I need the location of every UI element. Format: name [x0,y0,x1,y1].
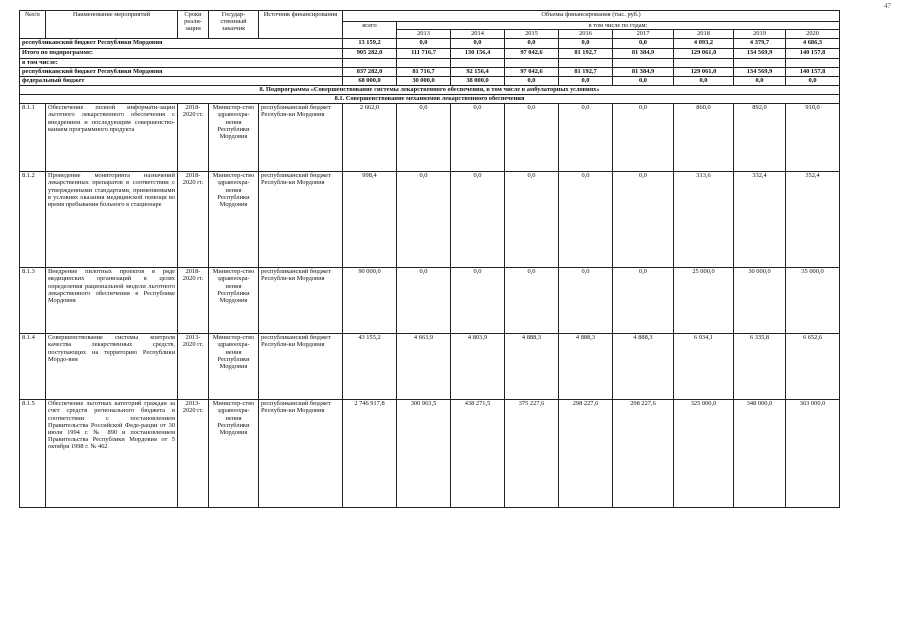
row-value: 4 803,9 [451,334,505,400]
summary-label: Итого по подпрограмме: [20,49,343,59]
subprogram-title-row [20,86,840,95]
row-total: 998,4 [343,172,397,268]
row-value: 6 652,6 [786,334,840,400]
row-number: 8.1.5 [20,400,46,508]
measure-row [20,268,840,334]
summary-label: республиканский бюджет Республики Мордовия [20,68,343,77]
subprogram-title: 8. Подпрограмма «Совершенствование системы лекарственного обеспечения, в том числе в амбулаторных условиях» [20,86,840,95]
summary-total [343,59,397,68]
header-year: 2018 [674,30,734,39]
summary-value: 0,0 [786,77,840,86]
summary-value [786,59,840,68]
row-name: Обеспечение полной информати-зации льготного лекарственного обеспечения с внедрением и последующим совершенство-ванием программного продукта [46,104,178,172]
summary-value: 0,0 [613,39,674,49]
header-num: №п/п [20,11,46,39]
summary-row [20,77,840,86]
section-title-row [20,95,840,104]
summary-total: 68 000,0 [343,77,397,86]
row-value: 298 227,6 [559,400,613,508]
header-name: Наименование мероприятий [46,11,178,39]
summary-value: 4 686,3 [786,39,840,49]
row-value: 6 335,8 [734,334,786,400]
header-period: Сроки реали-зации [178,11,209,39]
summary-value: 4 093,2 [674,39,734,49]
summary-total: 837 282,0 [343,68,397,77]
summary-value: 81 384,9 [613,49,674,59]
summary-value: 97 042,6 [505,49,559,59]
row-value: 0,0 [613,268,674,334]
row-value: 892,0 [734,104,786,172]
row-customer: Министер-ство здравоохра-нения Республики Мордовия [209,334,259,400]
summary-value: 0,0 [451,39,505,49]
page-corner-number: 47 [884,2,891,10]
summary-value: 97 042,6 [505,68,559,77]
measure-row [20,334,840,400]
summary-value: 4 379,7 [734,39,786,49]
summary-row [20,59,840,68]
row-value: 4 888,3 [559,334,613,400]
row-value: 325 000,0 [674,400,734,508]
header-year: 2013 [397,30,451,39]
header-year: 2017 [613,30,674,39]
row-period: 2018-2020 гг. [178,104,209,172]
summary-value: 130 156,4 [451,49,505,59]
row-source: республиканский бюджет Республи-ки Мордовия [259,104,343,172]
row-period: 2018-2020 гг. [178,172,209,268]
row-total: 2 662,0 [343,104,397,172]
row-customer: Министер-ство здравоохра-нения Республики Мордовия [209,400,259,508]
summary-row [20,49,840,59]
section-title: 8.1. Совершенствование механизмов лекарственного обеспечения [20,95,840,104]
row-number: 8.1.3 [20,268,46,334]
row-period: 2013-2020 гг. [178,400,209,508]
row-value: 0,0 [451,172,505,268]
summary-value: 38 000,0 [451,77,505,86]
header-by-year: в том числе по годам: [397,22,840,30]
summary-value: 0,0 [505,39,559,49]
row-value: 0,0 [613,172,674,268]
header-year: 2016 [559,30,613,39]
summary-value: 81 716,7 [397,68,451,77]
summary-value: 0,0 [734,77,786,86]
summary-value: 140 157,8 [786,68,840,77]
row-customer: Министер-ство здравоохра-нения Республики Мордовия [209,104,259,172]
header-year: 2015 [505,30,559,39]
row-value: 363 000,0 [786,400,840,508]
summary-value: 0,0 [674,77,734,86]
row-name: Обеспечение льготных категорий граждан за счет средств регионального бюджета в соответствии с постановлением Правительства Российской Феде-рации от 30 июля 1994 г. № 890 и постановлением Правительства Республики Мордовия от 5 октября 1998 г. № 462 [46,400,178,508]
header-year: 2019 [734,30,786,39]
row-value: 438 271,5 [451,400,505,508]
summary-value [674,59,734,68]
summary-value [505,59,559,68]
row-value: 6 034,1 [674,334,734,400]
row-period: 2018-2020 гг. [178,268,209,334]
header-source: Источник финансирования [259,11,343,39]
summary-value: 0,0 [559,77,613,86]
row-source: республиканский бюджет Республи-ки Мордовия [259,334,343,400]
summary-value: 134 569,9 [734,49,786,59]
row-value: 375 227,6 [505,400,559,508]
summary-value: 81 192,7 [559,49,613,59]
row-value: 0,0 [397,172,451,268]
row-source: республиканский бюджет Республи-ки Мордовия [259,400,343,508]
row-customer: Министер-ство здравоохра-нения Республики Мордовия [209,268,259,334]
row-value: 0,0 [397,104,451,172]
row-value: 0,0 [559,172,613,268]
summary-value [559,59,613,68]
summary-value: 81 384,9 [613,68,674,77]
row-value: 35 000,0 [786,268,840,334]
header-customer: Государ-ственный заказчик [209,11,259,39]
row-value: 313,6 [674,172,734,268]
summary-value: 0,0 [505,77,559,86]
row-value: 0,0 [613,104,674,172]
header-year: 2014 [451,30,505,39]
summary-row [20,39,840,49]
row-name: Совершенствование системы контроля качества лекарственных средств, поступающих на территорию Республики Мордо-вия [46,334,178,400]
summary-label: республиканский бюджет Республики Мордовия [20,39,343,49]
row-value: 0,0 [559,268,613,334]
row-value: 4 663,9 [397,334,451,400]
summary-label: в том числе: [20,59,343,68]
summary-value: 0,0 [397,39,451,49]
summary-value: 92 156,4 [451,68,505,77]
summary-value: 134 569,9 [734,68,786,77]
row-period: 2013-2020 гг. [178,334,209,400]
row-customer: Министер-ство здравоохра-нения Республики Мордовия [209,172,259,268]
row-value: 300 963,5 [397,400,451,508]
financing-table [19,10,840,508]
row-value: 352,4 [786,172,840,268]
row-value: 0,0 [451,268,505,334]
row-value: 0,0 [559,104,613,172]
summary-value: 0,0 [613,77,674,86]
summary-value: 30 000,0 [397,77,451,86]
summary-value: 140 157,8 [786,49,840,59]
row-total: 90 000,0 [343,268,397,334]
row-total: 43 155,2 [343,334,397,400]
summary-value: 0,0 [559,39,613,49]
row-value: 348 000,0 [734,400,786,508]
row-name: Проведение мониторинга назначений лекарственных препаратов в соответствии с утвержденными стандартами, применяемыми в условиях оказания медицинской помощи во время пребывания больного в стационаре [46,172,178,268]
header-total: всего [343,22,397,39]
row-value: 25 000,0 [674,268,734,334]
summary-value: 129 061,0 [674,49,734,59]
row-value: 4 888,3 [613,334,674,400]
row-source: республиканский бюджет Республи-ки Мордовия [259,172,343,268]
row-value: 298 227,6 [613,400,674,508]
summary-total: 905 282,0 [343,49,397,59]
summary-value [613,59,674,68]
row-source: республиканский бюджет Республи-ки Мордовия [259,268,343,334]
summary-value [451,59,505,68]
row-value: 0,0 [451,104,505,172]
summary-value: 81 192,7 [559,68,613,77]
row-name: Внедрение пилотных проектов в ряде медицинских организаций в целях определения рациональной модели льготного лекарственного обеспечения в Республике Мордовия [46,268,178,334]
summary-total: 13 159,2 [343,39,397,49]
row-value: 0,0 [397,268,451,334]
row-value: 332,4 [734,172,786,268]
row-value: 910,0 [786,104,840,172]
row-value: 0,0 [505,172,559,268]
summary-label: федеральный бюджет [20,77,343,86]
row-value: 4 888,3 [505,334,559,400]
row-value: 30 000,0 [734,268,786,334]
row-value: 0,0 [505,268,559,334]
header-year: 2020 [786,30,840,39]
summary-row [20,68,840,77]
measure-row [20,172,840,268]
summary-value: 111 716,7 [397,49,451,59]
measure-row [20,104,840,172]
row-value: 0,0 [505,104,559,172]
summary-value [734,59,786,68]
header-row-1 [20,11,840,22]
header-volumes: Объемы финансирования (тыс. руб.) [343,11,840,22]
row-number: 8.1.2 [20,172,46,268]
row-number: 8.1.4 [20,334,46,400]
row-number: 8.1.1 [20,104,46,172]
row-value: 860,0 [674,104,734,172]
measure-row [20,400,840,508]
summary-value [397,59,451,68]
row-total: 2 746 917,8 [343,400,397,508]
summary-value: 129 061,0 [674,68,734,77]
